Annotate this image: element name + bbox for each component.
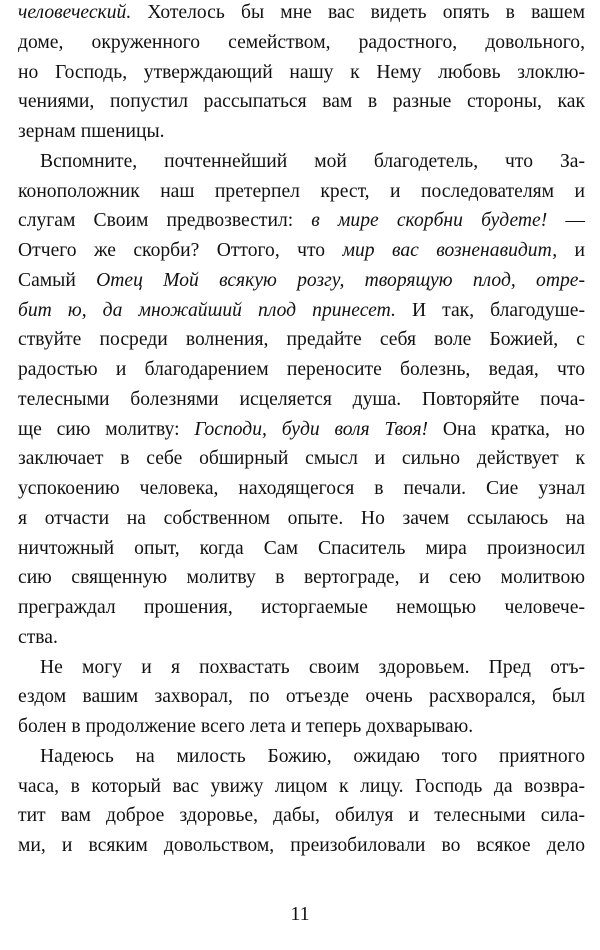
text-line bbox=[18, 355, 585, 385]
italic-quote: в мире скорбни будете! bbox=[311, 210, 548, 232]
italic-quote: Отец Мой всякую розгу, творящую плод, отре- bbox=[96, 269, 585, 291]
text-line bbox=[18, 117, 585, 147]
text-segment: Хотелось бы мне вас видеть опять в вашем bbox=[131, 2, 585, 23]
text-line bbox=[18, 563, 585, 593]
text-segment: коноположник наш претерпел крест, и последователям и bbox=[18, 180, 585, 202]
text-segment: ства. bbox=[18, 626, 58, 648]
text-segment: И так, благодуше- bbox=[395, 299, 585, 321]
text-segment: но Господь, утверждающий нашу к Нему любовь злоклю- bbox=[18, 61, 585, 83]
text-line bbox=[18, 0, 585, 28]
text-segment: ствуйте посреди волнения, предайте себя воле Божией, с bbox=[18, 329, 585, 351]
text-line bbox=[18, 236, 585, 266]
text-segment: болен в продолжение всего лета и теперь дохварываю. bbox=[18, 716, 474, 737]
text-segment: радостью и благодарением переносите болезнь, ведая, что bbox=[18, 359, 585, 380]
text-line bbox=[18, 474, 585, 504]
text-segment: Не могу и я похвастать своим здоровьем. Пред отъ- bbox=[40, 656, 585, 678]
text-segment: ездом вашим захворал, по отъезде очень расхворался, был bbox=[18, 686, 585, 708]
text-line bbox=[18, 534, 585, 564]
text-line bbox=[18, 325, 585, 355]
text-line bbox=[18, 504, 585, 534]
text-line bbox=[18, 385, 585, 415]
text-segment: ми, и всяким довольством, преизобиловали во всякое дело bbox=[18, 835, 585, 856]
text-segment: слугам Своим предвозвестил: bbox=[18, 210, 312, 232]
text-segment: зернам пшеницы. bbox=[18, 121, 165, 142]
italic-quote: бит ю, да множайший плод принесет. bbox=[18, 299, 396, 321]
text-line bbox=[18, 266, 585, 296]
text-segment: Надеюсь на милость Божию, ожидаю того приятного bbox=[40, 745, 585, 767]
text-segment: тит вам доброе здоровье, дабы, обилуя и телесными сила- bbox=[18, 805, 585, 827]
text-line bbox=[18, 147, 585, 177]
text-segment: доме, окруженного семейством, радостного, довольного, bbox=[18, 31, 585, 53]
text-line bbox=[18, 296, 585, 326]
text-line bbox=[18, 742, 585, 772]
italic-quote: человеческий. bbox=[18, 2, 132, 23]
text-segment: заключает в себе обширный смысл и сильно действует к bbox=[18, 448, 585, 470]
text-line bbox=[18, 87, 585, 117]
italic-quote: мир вас возненавидит, bbox=[342, 240, 558, 261]
text-line bbox=[18, 831, 585, 861]
text-line bbox=[18, 415, 585, 445]
text-segment: я отчасти на собственном опыте. Но зачем ссылаюсь на bbox=[18, 507, 585, 529]
text-segment: — bbox=[547, 210, 585, 232]
text-line bbox=[18, 444, 585, 474]
text-segment: Отчего же скорби? Оттого, что bbox=[18, 240, 343, 261]
text-segment: телесными болезнями исцеляется душа. Повторяйте поча- bbox=[18, 388, 585, 410]
text-segment: успокоению человека, находящегося в печали. Сие узнал bbox=[18, 478, 585, 499]
text-segment: Она кратка, но bbox=[428, 418, 585, 440]
text-segment: ничтожный опыт, когда Сам Спаситель мира произносил bbox=[18, 537, 585, 559]
text-line bbox=[18, 623, 585, 653]
text-segment: Вспомните, почтеннейший мой благодетель, что За- bbox=[40, 150, 585, 172]
text-segment: сию священную молитву в вертограде, и сею молитвою bbox=[18, 567, 585, 589]
text-segment: Самый bbox=[18, 269, 97, 291]
text-line bbox=[18, 58, 585, 88]
text-segment: и bbox=[557, 240, 585, 261]
page-body-text bbox=[18, 0, 585, 861]
text-line bbox=[18, 28, 585, 58]
text-line bbox=[18, 653, 585, 683]
text-segment: часа, в который вас увижу лицом к лицу. Господь да возвра- bbox=[18, 775, 585, 797]
text-segment: ще сию молитву: bbox=[18, 418, 195, 440]
text-line bbox=[18, 801, 585, 831]
text-line bbox=[18, 772, 585, 802]
text-line bbox=[18, 177, 585, 207]
italic-quote: Господи, буди воля Твоя! bbox=[194, 418, 429, 440]
page-number: 11 bbox=[290, 903, 310, 925]
text-segment: преграждал прошения, исторгаемые немощью человече- bbox=[18, 597, 585, 618]
text-segment: чениями, попустил рассыпаться вам в разные стороны, как bbox=[18, 91, 585, 113]
text-line bbox=[18, 682, 585, 712]
text-line bbox=[18, 593, 585, 623]
text-line bbox=[18, 206, 585, 236]
text-line bbox=[18, 712, 585, 742]
